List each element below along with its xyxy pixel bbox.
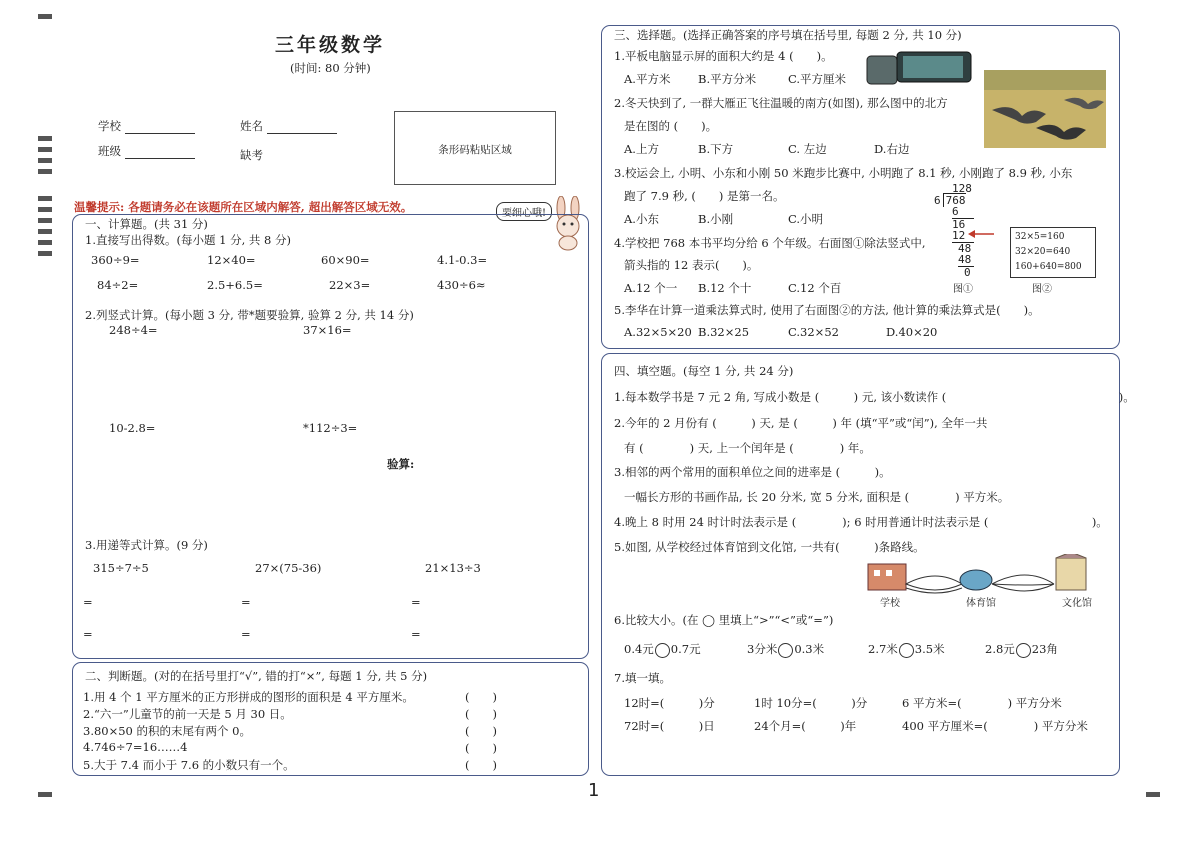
section-heading: 一、计算题。(共 31 分) [85,217,208,231]
choice-question: 4.学校把 768 本书平均分给 6 个年级。右面图①除法竖式中, [614,236,926,250]
alignment-mark [38,158,52,163]
figure-line: 32×5=160 [1015,232,1065,242]
answer-paren[interactable]: ( ) [465,741,497,755]
choice-option: B.下方 [698,142,734,156]
exam-time: (时间: 80 分钟) [290,61,371,75]
equals-sign: = [241,595,251,609]
conversion-item: 24个月=( )年 [754,719,857,733]
class-field[interactable]: 班级 [98,143,195,159]
fill-question: 7.填一填。 [614,671,671,685]
judgement-item: 1.用 4 个 1 平方厘米的正方形拼成的图形的面积是 4 平方厘米。 [83,690,414,704]
choice-option: A.平方米 [624,72,671,86]
alignment-mark [38,147,52,152]
answer-paren[interactable]: ( ) [465,758,497,772]
map-label: 学校 [880,598,900,609]
step-item: 315÷7÷5 [93,561,149,575]
choice-option: C.32×52 [788,325,839,339]
alignment-mark [38,251,52,256]
section-heading: 四、填空题。(每空 1 分, 共 24 分) [614,364,794,378]
choice-option: B.12 个十 [698,281,752,295]
choice-question: 2.冬天快到了, 一群大雁正飞往温暖的南方(如图), 那么图中的北方 [614,96,948,110]
vertical-item: *112÷3= [303,421,358,435]
barcode-label: 条形码粘贴区域 [438,144,512,156]
judgement-item: 5.大于 7.4 而小于 7.6 的小数只有一个。 [83,758,295,772]
choice-question: 是在图的 ( )。 [624,119,718,133]
fill-question: 一幅长方形的书画作品, 长 20 分米, 宽 5 分米, 面积是 ( ) 平方米。 [624,490,1010,504]
judgement-item: 2.“六一”儿童节的前一天是 5 月 30 日。 [83,707,292,721]
fill-question: 3.相邻的两个常用的面积单位之间的进率是 ( )。 [614,465,891,479]
division-step: 6 [952,206,974,219]
division-step: 0 [964,265,971,279]
bunny-speech-bubble: 要细心哦! [496,202,552,221]
choice-option: B.小刚 [698,212,734,226]
choice-option: D.右边 [874,142,910,156]
figure-line: 32×20=640 [1015,247,1071,257]
fill-question: 4.晚上 8 时用 24 时计时法表示是 ( ); 6 时用普通计时法表示是 ( )。 [614,515,1108,529]
conversion-item: 1时 10分=( )分 [754,696,868,710]
fill-question: 5.如图, 从学校经过体育馆到文化馆, 一共有( )条路线。 [614,540,925,554]
section-heading: 三、选择题。(选择正确答案的序号填在括号里, 每题 2 分, 共 10 分) [614,28,962,42]
choice-option: A.32×5×20 [624,325,692,339]
conversion-item: 400 平方厘米=( ) 平方分米 [902,719,1088,733]
oral-item: 60×90= [321,253,370,267]
absent-field[interactable]: 缺考 [240,148,263,162]
choice-option: A.上方 [624,142,659,156]
alignment-mark [38,218,52,223]
choice-option: D.40×20 [886,325,938,339]
alignment-mark [38,229,52,234]
compare-circle[interactable] [778,643,793,658]
choice-option: A.小东 [624,212,659,226]
geese-photo [984,70,1106,148]
division-step: 48 [958,254,974,267]
quotient: 128 [952,182,972,195]
compare-item: 2.8元 23角 [985,642,1058,656]
conversion-item: 12时=( )分 [624,696,715,710]
division-step: 48 [958,241,972,255]
judgement-item: 3.80×50 的积的末尾有两个 0。 [83,724,252,738]
red-arrow-icon [968,229,996,239]
name-field[interactable]: 姓名 [240,118,337,134]
section-judgement [72,662,589,776]
figure-label: 图② [1032,284,1052,295]
fill-question: 2.今年的 2 月份有 ( ) 天, 是 ( ) 年 (填“平”或“闰”), 全年一共 [614,416,988,430]
oral-item: 430÷6≈ [437,278,486,292]
section-choice [601,25,1120,349]
vertical-item: 248÷4= [109,323,158,337]
map-label: 体育馆 [966,598,996,609]
division-step: 12 [952,230,974,243]
equals-sign: = [241,627,251,641]
barcode-area [394,111,556,185]
step-item: 27×(75-36) [255,561,322,575]
alignment-mark [38,196,52,201]
alignment-mark [38,136,52,141]
oral-item: 360÷9= [91,253,140,267]
compare-item: 2.7米 3.5米 [868,642,945,656]
section-calculation [72,214,589,659]
answer-paren[interactable]: ( ) [465,724,497,738]
oral-item: 22×3= [329,278,371,292]
choice-option: B.平方分米 [698,72,757,86]
vertical-item: 37×16= [303,323,352,337]
vertical-item: 10-2.8= [109,421,156,435]
school-field[interactable]: 学校 [98,118,195,134]
section-heading: 二、判断题。(对的在括号里打“√”, 错的打“×”, 每题 1 分, 共 5 分) [85,669,428,683]
alignment-mark [1146,792,1160,797]
alignment-mark [38,14,52,19]
judgement-item: 4.746÷7=16……4 [83,740,188,754]
multiplication-figure [1010,227,1096,278]
answer-paren[interactable]: ( ) [465,707,497,721]
equals-sign: = [83,595,93,609]
map-label: 文化馆 [1062,598,1092,609]
question-title: 1.直接写出得数。(每小题 1 分, 共 8 分) [85,233,292,247]
oral-item: 2.5+6.5= [207,278,263,292]
divisor: 6 [934,193,941,207]
alignment-mark [38,240,52,245]
choice-option: C. 左边 [788,142,827,156]
page-number: 1 [588,780,600,801]
equals-sign: = [83,627,93,641]
check-label: 验算: [387,457,415,471]
compare-circle[interactable] [1016,643,1031,658]
conversion-item: 6 平方米=( ) 平方分米 [902,696,1062,710]
compare-circle[interactable] [899,643,914,658]
choice-question: 3.校运会上, 小明、小东和小刚 50 米跑步比赛中, 小明跑了 8.1 秒, 小刚跑了 8.9 秒, 小东 [614,166,1073,180]
conversion-item: 72时=( )日 [624,719,715,733]
equals-sign: = [411,595,421,609]
choice-option: A.12 个一 [624,281,678,295]
choice-question: 箭头指的 12 表示( )。 [624,258,759,272]
section-fill [601,353,1135,776]
fill-question: 1.每本数学书是 7 元 2 角, 写成小数是 ( ) 元, 该小数读作 ( )。 [614,390,1135,404]
division-step: 16 [952,217,966,231]
alignment-mark [38,207,52,212]
oral-item: 4.1-0.3= [437,253,488,267]
compare-item: 0.4元 0.7元 [624,642,701,656]
tablet-icon [859,46,977,88]
figure-line: 160+640=800 [1015,262,1082,272]
choice-option: C.12 个百 [788,281,842,295]
choice-question: 5.李华在计算一道乘法算式时, 使用了右面图②的方法, 他计算的乘法算式是( )。 [614,303,1040,317]
choice-question: 跑了 7.9 秒, ( ) 是第一名。 [624,189,785,203]
oral-item: 84÷2= [97,278,139,292]
choice-option: B.32×25 [698,325,750,339]
fill-question: 6.比较大小。(在 ◯ 里填上“>”“<”或“=”) [614,613,834,627]
choice-option: C.平方厘米 [788,72,847,86]
answer-paren[interactable]: ( ) [465,690,497,704]
oral-item: 12×40= [207,253,256,267]
choice-option: C.小明 [788,212,824,226]
question-title: 2.列竖式计算。(每小题 3 分, 带*题要验算, 验算 2 分, 共 14 分) [85,308,414,322]
choice-question: 1.平板电脑显示屏的面积大约是 4 ( )。 [614,49,833,63]
compare-circle[interactable] [655,643,670,658]
alignment-mark [38,169,52,174]
page-title: 三年级数学 [275,34,386,56]
compare-item: 3分米 0.3米 [747,642,825,656]
figure-label: 图① [953,284,973,295]
fill-question: 有 ( ) 天, 上一个闰年是 ( ) 年。 [624,441,871,455]
alignment-mark [38,792,52,797]
question-title: 3.用递等式计算。(9 分) [85,538,208,552]
equals-sign: = [411,627,421,641]
dividend: 768 [943,193,966,207]
step-item: 21×13÷3 [425,561,481,575]
warm-tip: 温馨提示: 各题请务必在该题所在区域内解答, 超出解答区域无效。 [74,200,413,214]
